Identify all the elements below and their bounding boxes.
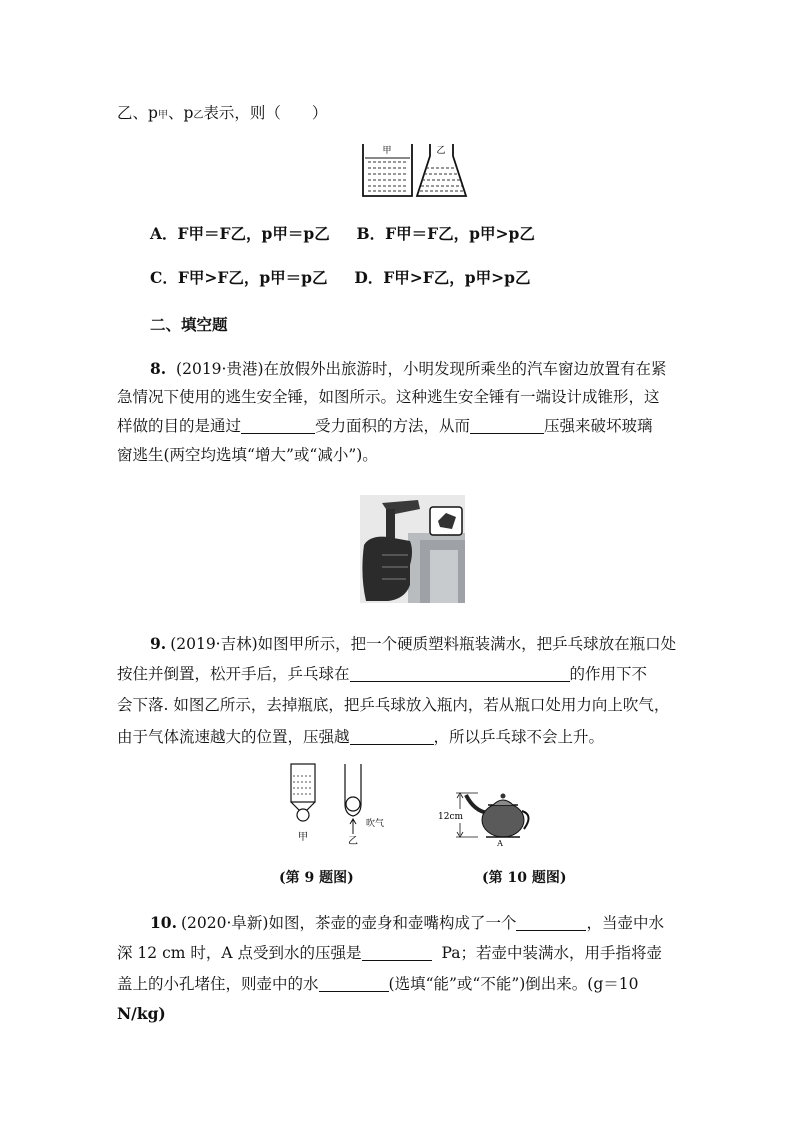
beaker-label: 甲 [382, 146, 392, 156]
q10-blank-2[interactable] [362, 945, 432, 961]
blow-label: 吹气 [365, 819, 385, 829]
q7-options-cd [150, 268, 710, 288]
q9-text-2b: 的作用下不 [569, 665, 648, 683]
q10-line3 [117, 974, 677, 994]
q10-source: (2020·阜新) [180, 914, 269, 932]
q8-line4: 窗逃生(两空均选填“增大”或“减小”)。 [117, 446, 378, 464]
option-d-text: F甲>F乙，p甲>p乙 [383, 268, 531, 287]
q7-options-ab [150, 224, 710, 244]
q7-intro-sub-a: 甲 [157, 110, 168, 121]
q10-teapot-figure [438, 775, 538, 848]
q10-text-3b: (选填“能”或“不能”)倒出来。(g＝10 [388, 975, 639, 993]
q8-number: 8. [150, 359, 167, 378]
q8-line1 [150, 359, 677, 379]
q10-text-2a: 深 12 cm 时，A 点受到水的压强是 [117, 944, 362, 962]
q9-blank-1[interactable] [350, 666, 570, 682]
q10-number: 10. [150, 913, 177, 932]
q8-text-3c: 压强来破坏玻璃 [544, 417, 653, 435]
height-label: 12cm [438, 812, 464, 822]
q9-bottle-figure [283, 762, 398, 852]
q9-source: (2019·吉林) [170, 635, 258, 653]
q7-containers-figure [360, 140, 470, 200]
q9-text-1: 如图甲所示，把一个硬质塑料瓶装满水，把乒乓球放在瓶口处 [257, 635, 677, 653]
q7-intro [117, 103, 677, 126]
q10-line2 [117, 943, 677, 963]
q7-intro-pre: 乙、p [117, 104, 158, 122]
option-d-letter: D． [354, 268, 384, 287]
q8-blank-2[interactable] [470, 418, 544, 434]
q8-line3 [117, 416, 677, 436]
q10-text-1a: 如图，茶壶的壶身和壶嘴构成了一个 [268, 914, 517, 932]
bottle-yi-label: 乙 [348, 836, 358, 847]
option-a-letter: A． [150, 224, 178, 243]
q10-text-1b: ，当壶中水 [586, 914, 664, 932]
q9-line4 [117, 727, 677, 747]
safety-hammer-photo [360, 495, 465, 603]
q10-figure-caption: (第 10 题图) [482, 870, 567, 886]
bottle-jia [291, 764, 315, 843]
q8-line2: 急情况下使用的逃生安全锤，如图所示。这种逃生安全锤有一端设计成锥形，这 [117, 388, 660, 406]
q8-blank-1[interactable] [241, 418, 315, 434]
option-a-text: F甲＝F乙，p甲＝p乙 [177, 224, 330, 243]
q10-text-2b: Pa；若壶中装满水，用手指将壶 [441, 944, 662, 962]
section-title: 二、填空题 [150, 315, 228, 334]
flask-label: 乙 [436, 146, 446, 156]
bottle-yi [345, 764, 384, 847]
q9-line1 [150, 634, 677, 654]
q7-intro-post: 表示，则（ ） [203, 104, 328, 122]
q9-text-4a: 由于气体流速越大的位置，压强越 [117, 728, 350, 746]
q10-line4: N/kg) [117, 1004, 166, 1023]
q7-intro-sub-b: 乙 [193, 110, 204, 121]
q8-text-1: 在放假外出旅游时，小明发现所乘坐的汽车窗边放置有在紧 [263, 360, 667, 378]
beaker-jia [363, 144, 412, 196]
q9-blank-2[interactable] [350, 729, 434, 745]
point-a-label: A [497, 839, 503, 848]
bottle-jia-label: 甲 [298, 832, 308, 843]
option-b-text: F甲＝F乙，p甲>p乙 [385, 224, 535, 243]
q9-line3: 会下落. 如图乙所示，去掉瓶底，把乒乓球放入瓶内，若从瓶口处用力向上吹气， [117, 696, 670, 714]
q8-text-3a: 样做的目的是通过 [117, 417, 242, 435]
q10-blank-1[interactable] [516, 915, 586, 931]
option-c-letter: C． [150, 268, 178, 287]
q9-number: 9. [150, 634, 167, 653]
q9-figure-caption: (第 9 题图) [279, 870, 354, 886]
option-c-text: F甲>F乙，p甲＝p乙 [177, 268, 328, 287]
q9-text-4b: ，所以乒乓球不会上升。 [433, 728, 605, 746]
q8-source: (2019·贵港) [176, 360, 264, 378]
q8-text-3b: 受力面积的方法，从而 [315, 417, 471, 435]
q7-intro-mid: 、p [167, 104, 194, 122]
q10-line1 [150, 913, 677, 933]
q9-text-2a: 按住并倒置，松开手后，乒乓球在 [117, 665, 350, 683]
q9-line2 [117, 664, 677, 684]
q10-blank-3[interactable] [319, 976, 389, 992]
option-b-letter: B． [356, 224, 386, 243]
flask-yi [417, 144, 466, 196]
q10-text-3a: 盖上的小孔堵住，则壶中的水 [117, 975, 319, 993]
